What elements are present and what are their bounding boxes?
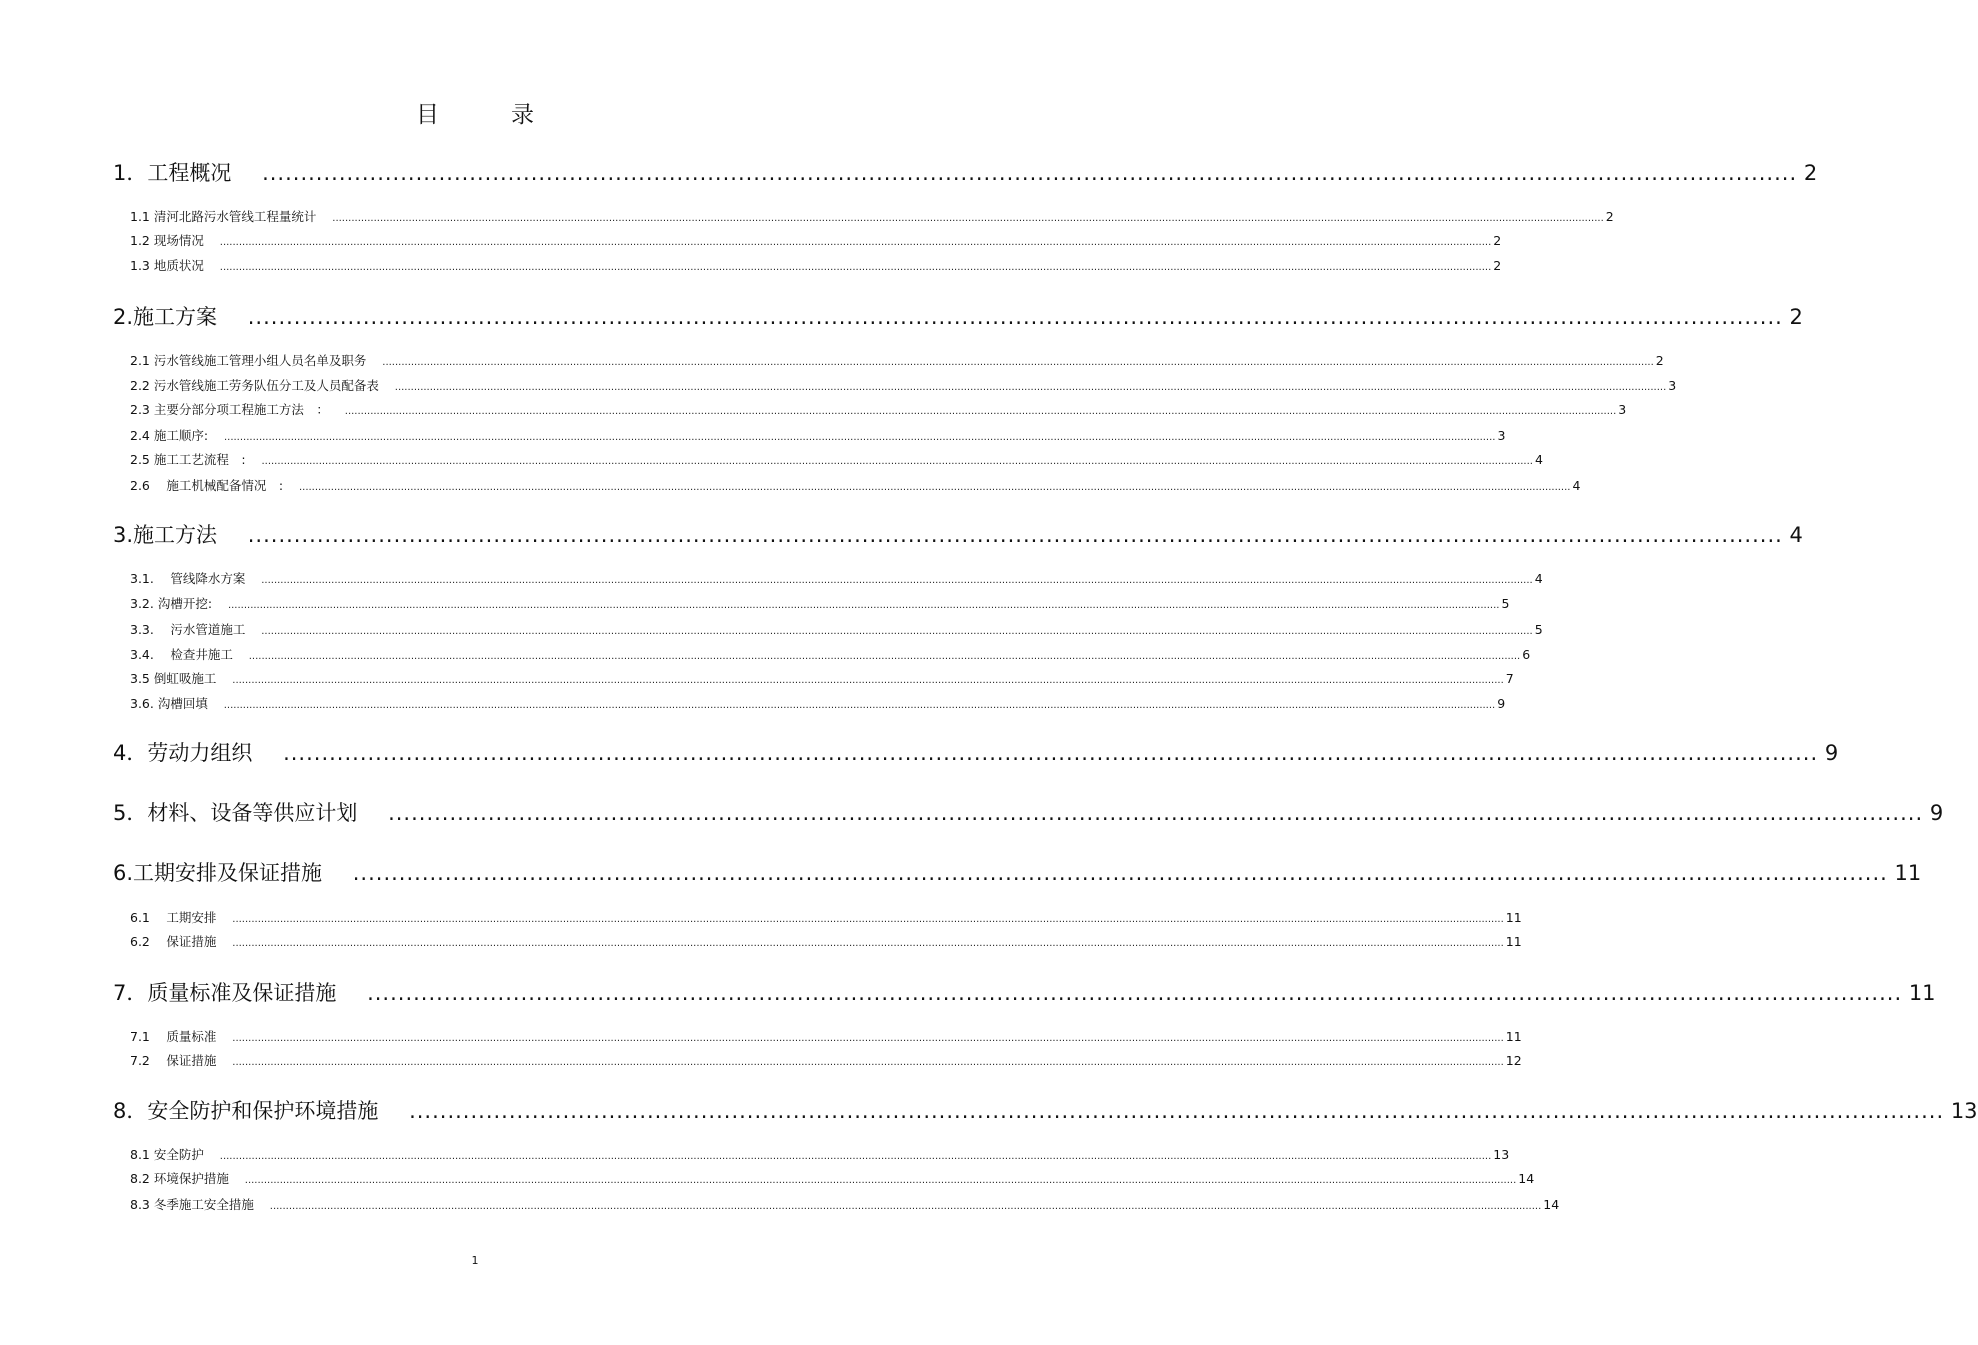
toc-leader-dots: ................................................................................................................................................................................................................................................................................................................................................................................................................ bbox=[216, 675, 1504, 686]
toc-subsection-page: 6 bbox=[1522, 647, 1531, 662]
toc-leader-dots: ................................................................................................................................................................................................................................................................................................................................................................................................................ bbox=[216, 1033, 1504, 1044]
toc-section-page: 11 bbox=[1902, 981, 1936, 1005]
toc-subsection-page: 2 bbox=[1605, 209, 1614, 224]
toc-leader-dots: ................................................................................................................................................................................................................................................................................................................................................................................................................ bbox=[216, 1057, 1504, 1068]
toc-subsection[interactable] bbox=[130, 400, 1627, 418]
toc-leader-dots: ................................................................................................................................................................................................................................................................................................................................................................................................................ bbox=[203, 262, 1492, 273]
toc-leader-dots: ................................................................................................................................................................................................................................................................................................................................................................................................................ bbox=[208, 432, 1496, 443]
toc-title bbox=[0, 96, 950, 129]
toc-subsection[interactable] bbox=[130, 376, 1677, 394]
toc-subsection-page: 14 bbox=[1543, 1197, 1560, 1212]
toc-subsection-number: 6.1 bbox=[130, 910, 154, 925]
toc-subsection[interactable] bbox=[130, 351, 1664, 369]
toc-subsection-page: 11 bbox=[1505, 1029, 1522, 1044]
toc-section[interactable] bbox=[113, 797, 1944, 827]
toc-leader-dots: ........................................................................................................................................................................................................ bbox=[378, 1099, 1945, 1123]
toc-section[interactable] bbox=[113, 1095, 1978, 1125]
toc-subsection[interactable] bbox=[130, 1051, 1522, 1069]
toc-subsection[interactable] bbox=[130, 256, 1502, 274]
toc-subsection-page: 2 bbox=[1493, 258, 1502, 273]
toc-subsection-page: 2 bbox=[1655, 353, 1664, 368]
toc-subsection-number: 2.2 bbox=[130, 378, 154, 393]
toc-subsection-page: 11 bbox=[1505, 910, 1522, 925]
toc-subsection-title: 工期安排 bbox=[153, 910, 217, 925]
toc-leader-dots: ........................................................................................................................................................................................................ bbox=[217, 305, 1783, 329]
toc-subsection[interactable] bbox=[130, 569, 1543, 587]
toc-subsection-number: 3.6. bbox=[130, 696, 158, 711]
toc-leader-dots: ................................................................................................................................................................................................................................................................................................................................................................................................................ bbox=[253, 1201, 1542, 1212]
toc-leader-dots: ................................................................................................................................................................................................................................................................................................................................................................................................................ bbox=[328, 406, 1617, 417]
toc-subsection[interactable] bbox=[130, 594, 1510, 612]
toc-leader-dots: ........................................................................................................................................................................................................ bbox=[357, 801, 1924, 825]
toc-subsection-title: 污水管线施工劳务队伍分工及人员配备表 bbox=[153, 378, 379, 393]
toc-leader-dots: ................................................................................................................................................................................................................................................................................................................................................................................................................ bbox=[228, 1175, 1517, 1186]
toc-subsection-page: 4 bbox=[1572, 478, 1581, 493]
toc-subsection-number: 3.5 bbox=[130, 671, 154, 686]
toc-subsection-page: 4 bbox=[1534, 571, 1543, 586]
toc-subsection-title: 现场情况 bbox=[153, 233, 204, 248]
toc-subsection-number: 1.1 bbox=[130, 209, 154, 224]
toc-subsection[interactable] bbox=[130, 620, 1543, 638]
toc-section-page: 9 bbox=[1923, 801, 1944, 825]
toc-subsection-page: 13 bbox=[1493, 1147, 1510, 1162]
toc-section-title: 劳动力组织 bbox=[147, 741, 253, 765]
toc-subsection-number: 3.1. bbox=[130, 571, 158, 586]
toc-subsection-title: 保证措施 bbox=[153, 1053, 217, 1068]
toc-subsection-number: 3.4. bbox=[130, 647, 158, 662]
toc-subsection[interactable] bbox=[130, 932, 1522, 950]
toc-subsection-number: 3.2. bbox=[130, 596, 158, 611]
toc-subsection-title: 地质状况 bbox=[153, 258, 204, 273]
toc-leader-dots: ........................................................................................................................................................................................................ bbox=[217, 523, 1783, 547]
toc-subsection-number: 2.3 bbox=[130, 402, 154, 417]
toc-leader-dots: ................................................................................................................................................................................................................................................................................................................................................................................................................ bbox=[203, 1151, 1492, 1162]
toc-section-number: 8． bbox=[113, 1099, 148, 1123]
toc-title-left: 目 bbox=[416, 102, 439, 128]
toc-subsection-number: 8.1 bbox=[130, 1147, 154, 1162]
toc-leader-dots: ................................................................................................................................................................................................................................................................................................................................................................................................................ bbox=[245, 626, 1533, 637]
toc-subsection-title: 管线降水方案 bbox=[157, 571, 246, 586]
toc-subsection-number: 7.1 bbox=[130, 1029, 154, 1044]
toc-subsection-title: 沟槽回填 bbox=[157, 696, 208, 711]
toc-leader-dots: ........................................................................................................................................................................................................ bbox=[252, 741, 1819, 765]
toc-leader-dots: ................................................................................................................................................................................................................................................................................................................................................................................................................ bbox=[207, 700, 1496, 711]
toc-leader-dots: ................................................................................................................................................................................................................................................................................................................................................................................................................ bbox=[245, 456, 1533, 467]
toc-subsection-number: 2.6 bbox=[130, 478, 154, 493]
toc-subsection-page: 2 bbox=[1493, 233, 1502, 248]
toc-subsection[interactable] bbox=[130, 645, 1531, 663]
toc-section-number: 3. bbox=[113, 523, 134, 547]
toc-leader-dots: ........................................................................................................................................................................................................ bbox=[336, 981, 1903, 1005]
toc-subsection[interactable] bbox=[130, 1169, 1535, 1187]
page-number: 1 bbox=[471, 1254, 479, 1267]
toc-section-number: 7． bbox=[113, 981, 148, 1005]
toc-subsection-number: 1.3 bbox=[130, 258, 154, 273]
toc-leader-dots: ................................................................................................................................................................................................................................................................................................................................................................................................................ bbox=[366, 357, 1654, 368]
toc-subsection-title: 施工工艺流程 : bbox=[153, 452, 246, 467]
toc-subsection[interactable] bbox=[130, 694, 1506, 712]
toc-section-page: 9 bbox=[1818, 741, 1839, 765]
toc-section-title: 施工方案 bbox=[133, 305, 218, 329]
toc-subsection-page: 5 bbox=[1534, 622, 1543, 637]
toc-section-title: 工期安排及保证措施 bbox=[133, 861, 323, 885]
toc-subsection-page: 7 bbox=[1505, 671, 1514, 686]
toc-subsection-title: 质量标准 bbox=[153, 1029, 217, 1044]
toc-subsection-page: 3 bbox=[1668, 378, 1677, 393]
toc-section-title: 工程概况 bbox=[147, 161, 232, 185]
toc-leader-dots: ................................................................................................................................................................................................................................................................................................................................................................................................................ bbox=[216, 938, 1504, 949]
toc-leader-dots: ........................................................................................................................................................................................................ bbox=[231, 161, 1798, 185]
toc-section-title: 质量标准及保证措施 bbox=[147, 981, 337, 1005]
toc-subsection-number: 6.2 bbox=[130, 934, 154, 949]
toc-subsection-page: 12 bbox=[1505, 1053, 1522, 1068]
toc-subsection-title: 施工顺序: bbox=[153, 428, 209, 443]
toc-subsection-page: 4 bbox=[1534, 452, 1543, 467]
toc-section-title: 材料、设备等供应计划 bbox=[147, 801, 358, 825]
toc-leader-dots: ................................................................................................................................................................................................................................................................................................................................................................................................................ bbox=[232, 651, 1521, 662]
toc-title-right: 录 bbox=[511, 102, 534, 128]
toc-subsection-title: 清河北路污水管线工程量统计 bbox=[153, 209, 317, 224]
toc-section-number: 2. bbox=[113, 305, 134, 329]
toc-leader-dots: ................................................................................................................................................................................................................................................................................................................................................................................................................ bbox=[203, 237, 1492, 248]
toc-subsection-title: 倒虹吸施工 bbox=[153, 671, 217, 686]
toc-leader-dots: ................................................................................................................................................................................................................................................................................................................................................................................................................ bbox=[378, 382, 1667, 393]
toc-section-page: 4 bbox=[1782, 523, 1803, 547]
toc-subsection-title: 环境保护措施 bbox=[153, 1171, 229, 1186]
toc-leader-dots: ................................................................................................................................................................................................................................................................................................................................................................................................................ bbox=[216, 914, 1504, 925]
toc-subsection[interactable] bbox=[130, 908, 1522, 926]
toc-subsection[interactable] bbox=[130, 1027, 1522, 1045]
toc-section[interactable] bbox=[113, 157, 1818, 187]
toc-subsection[interactable] bbox=[130, 476, 1581, 494]
toc-section[interactable] bbox=[113, 737, 1839, 767]
toc-subsection[interactable] bbox=[130, 231, 1502, 249]
toc-section-number: 6. bbox=[113, 861, 134, 885]
toc-section[interactable] bbox=[113, 519, 1803, 549]
toc-section-number: 5． bbox=[113, 801, 148, 825]
toc-subsection[interactable] bbox=[130, 426, 1506, 444]
toc-subsection[interactable] bbox=[130, 669, 1514, 687]
toc-subsection[interactable] bbox=[130, 207, 1614, 225]
toc-section-title: 安全防护和保护环境措施 bbox=[147, 1099, 379, 1123]
toc-subsection-title: 主要分部分项工程施工方法 ： bbox=[153, 402, 329, 417]
toc-section-title: 施工方法 bbox=[133, 523, 218, 547]
toc-leader-dots: ................................................................................................................................................................................................................................................................................................................................................................................................................ bbox=[283, 482, 1571, 493]
toc-subsection-page: 3 bbox=[1497, 428, 1506, 443]
toc-subsection-page: 3 bbox=[1618, 402, 1627, 417]
toc-subsection-number: 2.5 bbox=[130, 452, 154, 467]
toc-section-page: 13 bbox=[1944, 1099, 1978, 1123]
toc-subsection-title: 沟槽开挖: bbox=[157, 596, 213, 611]
toc-subsection-title: 污水管线施工管理小组人员名单及职务 bbox=[153, 353, 367, 368]
toc-leader-dots: ................................................................................................................................................................................................................................................................................................................................................................................................................ bbox=[245, 575, 1533, 586]
toc-subsection-title: 施工机械配备情况 : bbox=[153, 478, 284, 493]
toc-section[interactable] bbox=[113, 977, 1936, 1007]
toc-subsection[interactable] bbox=[130, 450, 1543, 468]
toc-subsection-page: 11 bbox=[1505, 934, 1522, 949]
toc-subsection-number: 2.4 bbox=[130, 428, 154, 443]
toc-leader-dots: ................................................................................................................................................................................................................................................................................................................................................................................................................ bbox=[212, 600, 1500, 611]
toc-subsection-number: 8.2 bbox=[130, 1171, 154, 1186]
toc-subsection-title: 检查井施工 bbox=[157, 647, 233, 662]
toc-section-number: 4． bbox=[113, 741, 148, 765]
toc-subsection-number: 1.2 bbox=[130, 233, 154, 248]
toc-leader-dots: ........................................................................................................................................................................................................ bbox=[322, 861, 1888, 885]
toc-section-page: 2 bbox=[1797, 161, 1818, 185]
toc-section-page: 2 bbox=[1782, 305, 1803, 329]
toc-subsection-number: 8.3 bbox=[130, 1197, 154, 1212]
toc-section[interactable] bbox=[113, 857, 1922, 887]
toc-subsection[interactable] bbox=[130, 1195, 1560, 1213]
toc-subsection-number: 3.3. bbox=[130, 622, 158, 637]
toc-subsection[interactable] bbox=[130, 1145, 1510, 1163]
toc-subsection-page: 14 bbox=[1518, 1171, 1535, 1186]
toc-subsection-title: 安全防护 bbox=[153, 1147, 204, 1162]
toc-leader-dots: ................................................................................................................................................................................................................................................................................................................................................................................................................ bbox=[316, 213, 1604, 224]
toc-subsection-page: 9 bbox=[1497, 696, 1506, 711]
toc-section[interactable] bbox=[113, 301, 1803, 331]
toc-section-number: 1． bbox=[113, 161, 148, 185]
toc-subsection-page: 5 bbox=[1501, 596, 1510, 611]
toc-subsection-number: 2.1 bbox=[130, 353, 154, 368]
toc-subsection-title: 冬季施工安全措施 bbox=[153, 1197, 254, 1212]
toc-subsection-title: 保证措施 bbox=[153, 934, 217, 949]
toc-subsection-number: 7.2 bbox=[130, 1053, 154, 1068]
toc-section-page: 11 bbox=[1887, 861, 1922, 885]
toc-subsection-title: 污水管道施工 bbox=[157, 622, 246, 637]
